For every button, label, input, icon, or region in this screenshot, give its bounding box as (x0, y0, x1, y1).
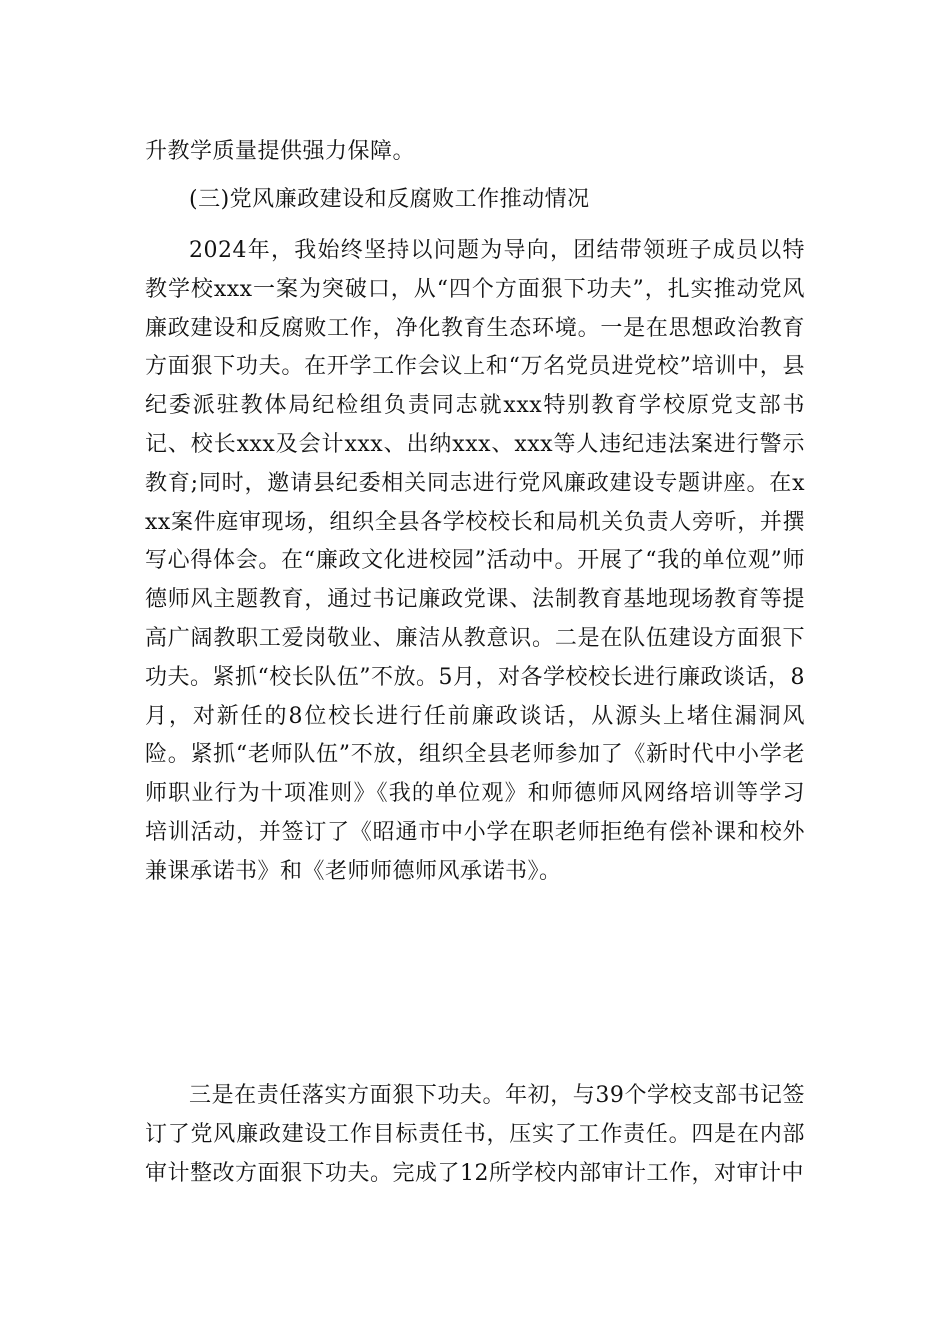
section-heading: (三)党风廉政建设和反腐败工作推动情况 (189, 187, 590, 212)
paragraph-continuation: 升教学质量提供强力保障。 (145, 139, 416, 164)
paragraph-body-1: 2024年，我始终坚持以问题为导向，团结带领班子成员以特教学校xxx一案为突破口，从“四个方面狠下功夫”，扎实推动党风廉政建设和反腐败工作，净化教育生态环境。一是在思想政治教育方面狠下功夫。在开学工作会议上和“万名党员进党校”培训中，县纪委派驻教体局纪检组负责同志就xxx特别教育学校原党支部书记、校长xxx及会计xxx、出纳xxx、xxx等人违纪违法案进行警示教育;同时，邀请县纪委相关同志进行党风廉政建设专题讲座。在xxx案件庭审现场，组织全县各学校校长和局机关负责人旁听，并撰写心得体会。在“廉政文化进校园”活动中。开展了“我的单位观”师德师风主题教育，通过书记廉政党课、法制教育基地现场教育等提高广阔教职工爱岗敬业、廉洁从教意识。二是在队伍建设方面狠下功夫。紧抓“校长队伍”不放。5月，对各学校校长进行廉政谈话，8月，对新任的8位校长进行任前廉政谈话，从源头上堵住漏洞风险。紧抓“老师队伍”不放，组织全县老师参加了《新时代中小学老师职业行为十项准则》《我的单位观》和师德师风网络培训等学习培训活动，并签订了《昭通市中小学在职老师拒绝有偿补课和校外兼课承诺书》和《老师师德师风承诺书》。 (145, 238, 805, 884)
paragraph-body-2: 三是在责任落实方面狠下功夫。年初，与39个学校支部书记签订了党风廉政建设工作目标责任书，压实了工作责任。四是在内部审计整改方面狠下功夫。完成了12所学校内部审计工作，对审计中 (145, 1083, 805, 1186)
